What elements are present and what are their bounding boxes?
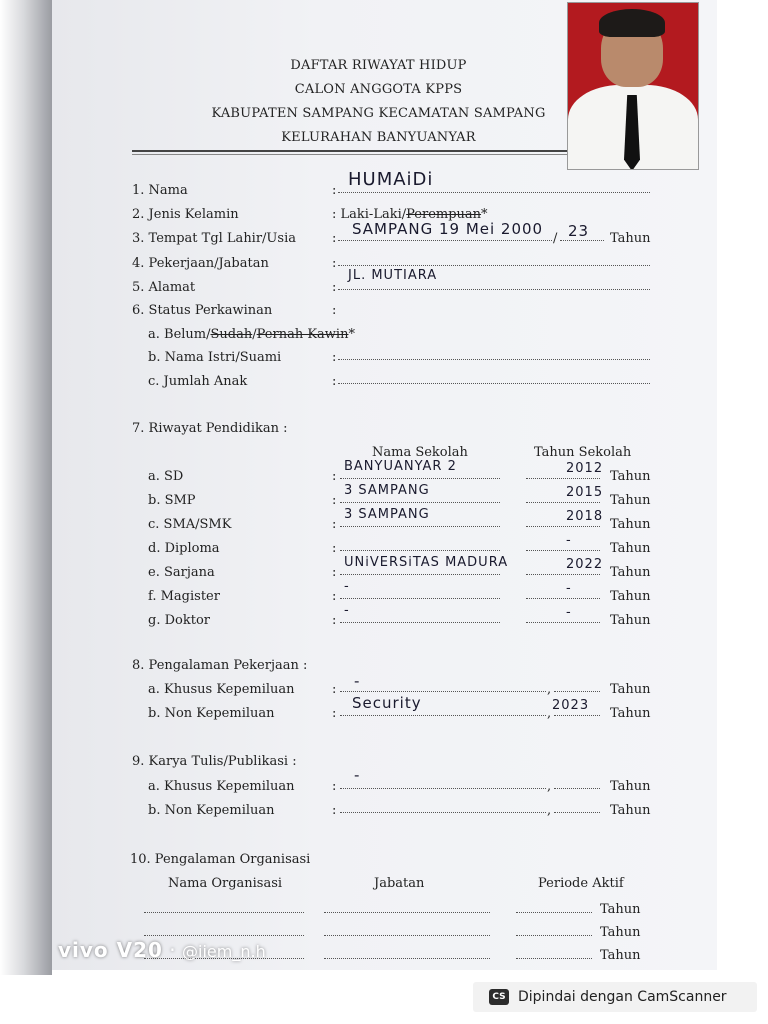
colon: : [332, 183, 337, 198]
pendidikan-row-label: a. SD [148, 469, 184, 484]
kerja-non-label: b. Non Kepemiluan [148, 706, 275, 721]
comma: , [547, 803, 552, 818]
organisasi-unit: Tahun [600, 925, 641, 940]
pendidikan-row-label: g. Doktor [148, 613, 210, 628]
colon: : [332, 280, 337, 295]
photo-hair [599, 9, 665, 37]
pengalaman-kerja-title: 8. Pengalaman Pekerjaan : [132, 658, 308, 673]
pendidikan-school-handwritten: 3 SAMPANG [344, 507, 430, 522]
pendidikan-year-line [526, 598, 600, 599]
jk-prefix: : Laki-Laki/ [332, 207, 407, 222]
kerja-non-unit: Tahun [610, 706, 651, 721]
pendidikan-school-line [340, 502, 500, 503]
status-prefix: a. Belum/ [148, 327, 211, 342]
header-divider [132, 150, 620, 152]
usia-handwritten: 23 [568, 222, 590, 240]
nama-pasangan-line [338, 359, 650, 360]
pendidikan-year-handwritten: 2015 [566, 485, 604, 500]
jk-suffix: * [481, 207, 488, 222]
karya-non-year-line [554, 812, 600, 813]
colon: : [332, 517, 337, 532]
pendidikan-year-handwritten: 2022 [566, 557, 604, 572]
colon: : [332, 493, 337, 508]
alamat-label: 5. Alamat [132, 280, 196, 295]
pendidikan-row-label: f. Magister [148, 589, 220, 604]
pendidikan-row-label: c. SMA/SMK [148, 517, 232, 532]
ttl-label: 3. Tempat Tgl Lahir/Usia [132, 231, 296, 246]
pendidikan-unit: Tahun [610, 469, 651, 484]
karya-khusus-handwritten: - [354, 766, 361, 784]
kerja-non-year-line [554, 715, 600, 716]
kerja-khusus-unit: Tahun [610, 682, 651, 697]
camscanner-badge [473, 982, 757, 1012]
form-paper [52, 0, 717, 970]
nama-line [338, 192, 650, 193]
organisasi-col-jabatan: Jabatan [374, 876, 425, 891]
kerja-khusus-label: a. Khusus Kepemiluan [148, 682, 295, 697]
karya-khusus-label: a. Khusus Kepemiluan [148, 779, 295, 794]
pendidikan-school-handwritten: BANYUANYAR 2 [344, 459, 457, 474]
pendidikan-school-line [340, 574, 500, 575]
jumlah-anak-label: c. Jumlah Anak [148, 374, 248, 389]
camera-brand: vivo V20 [58, 938, 163, 962]
pendidikan-unit: Tahun [610, 613, 651, 628]
pendidikan-year-line [526, 574, 600, 575]
colon: : [332, 779, 337, 794]
organisasi-periode-line [516, 935, 592, 936]
nama-handwritten: HUMAiDi [348, 169, 434, 190]
organisasi-name-line [144, 912, 304, 913]
colon: : [332, 803, 337, 818]
applicant-photo [567, 2, 699, 170]
colon: : [332, 682, 337, 697]
organisasi-title: 10. Pengalaman Organisasi [130, 852, 311, 867]
kerja-khusus-year-line [554, 691, 600, 692]
organisasi-name-line [144, 935, 304, 936]
pendidikan-school-line [340, 478, 500, 479]
pendidikan-year-handwritten: 2018 [566, 509, 604, 524]
pendidikan-col-tahun: Tahun Sekolah [534, 445, 632, 460]
pendidikan-school-handwritten: UNiVERSiTAS MADURA [344, 555, 509, 570]
pendidikan-year-line [526, 502, 600, 503]
camscanner-icon: CS [489, 989, 509, 1005]
pendidikan-year-line [526, 478, 600, 479]
kerja-non-line [340, 715, 546, 716]
pendidikan-year-handwritten: - [566, 581, 572, 596]
pendidikan-school-handwritten: - [344, 579, 350, 594]
organisasi-unit: Tahun [600, 902, 641, 917]
colon: : [332, 541, 337, 556]
organisasi-col-periode: Periode Aktif [538, 876, 624, 891]
organisasi-jabatan-line [324, 912, 490, 913]
status-struck-pernah: Pernah Kawin [256, 327, 349, 342]
header-title: DAFTAR RIWAYAT HIDUP [290, 58, 467, 73]
jk-struck: Perempuan [406, 207, 482, 222]
organisasi-unit: Tahun [600, 948, 641, 963]
header-kelurahan: KELURAHAN BANYUANYAR [281, 130, 476, 145]
karya-non-label: b. Non Kepemiluan [148, 803, 275, 818]
jumlah-anak-line [338, 383, 650, 384]
alamat-line [338, 289, 650, 290]
karya-non-line [340, 812, 546, 813]
pendidikan-unit: Tahun [610, 541, 651, 556]
pendidikan-year-line [526, 550, 600, 551]
pendidikan-unit: Tahun [610, 565, 651, 580]
pendidikan-school-line [340, 598, 500, 599]
colon: : [332, 303, 337, 318]
pendidikan-school-handwritten: 3 SAMPANG [344, 483, 430, 498]
status-options [148, 327, 355, 342]
pendidikan-year-line [526, 526, 600, 527]
pendidikan-unit: Tahun [610, 589, 651, 604]
status-suffix: * [348, 327, 355, 342]
kerja-non-handwritten: Security [352, 694, 422, 712]
nama-label: 1. Nama [132, 183, 188, 198]
header-kabupaten: KABUPATEN SAMPANG KECAMATAN SAMPANG [211, 106, 546, 121]
status-label: 6. Status Perkawinan [132, 303, 273, 318]
colon: : [332, 350, 337, 365]
page-edge-shadow [0, 0, 52, 975]
pendidikan-title: 7. Riwayat Pendidikan : [132, 421, 288, 436]
usia-line [560, 240, 604, 241]
pendidikan-school-line [340, 526, 500, 527]
kerja-non-year-handwritten: 2023 [552, 698, 590, 713]
pendidikan-unit: Tahun [610, 493, 651, 508]
pendidikan-year-handwritten: - [566, 533, 572, 548]
colon: : [332, 589, 337, 604]
pekerjaan-label: 4. Pekerjaan/Jabatan [132, 256, 269, 271]
karya-non-unit: Tahun [610, 803, 651, 818]
header-divider-thin [132, 154, 620, 155]
status-mid: / [252, 327, 257, 342]
pendidikan-year-handwritten: 2012 [566, 461, 604, 476]
comma: , [547, 706, 552, 721]
colon: : [332, 256, 337, 271]
pendidikan-row-label: b. SMP [148, 493, 196, 508]
organisasi-jabatan-line [324, 935, 490, 936]
colon: : [332, 231, 337, 246]
kerja-khusus-line [340, 691, 546, 692]
ttl-handwritten: SAMPANG 19 Mei 2000 [352, 220, 544, 238]
pendidikan-row-label: d. Diploma [148, 541, 220, 556]
header-subtitle: CALON ANGGOTA KPPS [294, 82, 463, 97]
colon: : [332, 565, 337, 580]
jenis-kelamin-label: 2. Jenis Kelamin [132, 207, 239, 222]
comma: , [547, 779, 552, 794]
pendidikan-row-label: e. Sarjana [148, 565, 215, 580]
kerja-khusus-handwritten: - [354, 672, 361, 690]
camera-user: @iiem_n.h [182, 942, 266, 961]
pendidikan-school-line [340, 550, 500, 551]
camera-watermark: vivo V20 · @iiem_n.h [58, 938, 266, 962]
pendidikan-unit: Tahun [610, 517, 651, 532]
nama-pasangan-label: b. Nama Istri/Suami [148, 350, 282, 365]
karya-title: 9. Karya Tulis/Publikasi : [132, 754, 297, 769]
colon: : [332, 469, 337, 484]
karya-khusus-year-line [554, 788, 600, 789]
status-struck-sudah: Sudah [210, 327, 253, 342]
colon: : [332, 613, 337, 628]
pendidikan-year-handwritten: - [566, 605, 572, 620]
organisasi-jabatan-line [324, 958, 490, 959]
ttl-unit: Tahun [610, 231, 651, 246]
karya-khusus-line [340, 788, 546, 789]
karya-khusus-unit: Tahun [610, 779, 651, 794]
pekerjaan-line [338, 265, 650, 266]
organisasi-col-nama: Nama Organisasi [168, 876, 283, 891]
alamat-handwritten: JL. MUTIARA [348, 268, 438, 283]
slash: / [553, 231, 558, 246]
pendidikan-school-handwritten: - [344, 603, 350, 618]
pendidikan-school-line [340, 622, 500, 623]
organisasi-periode-line [516, 958, 592, 959]
pendidikan-year-line [526, 622, 600, 623]
organisasi-periode-line [516, 912, 592, 913]
ttl-line [338, 240, 552, 241]
comma: , [547, 682, 552, 697]
colon: : [332, 374, 337, 389]
colon: : [332, 706, 337, 721]
pendidikan-col-nama: Nama Sekolah [372, 445, 468, 460]
camscanner-text: Dipindai dengan CamScanner [518, 989, 727, 1005]
